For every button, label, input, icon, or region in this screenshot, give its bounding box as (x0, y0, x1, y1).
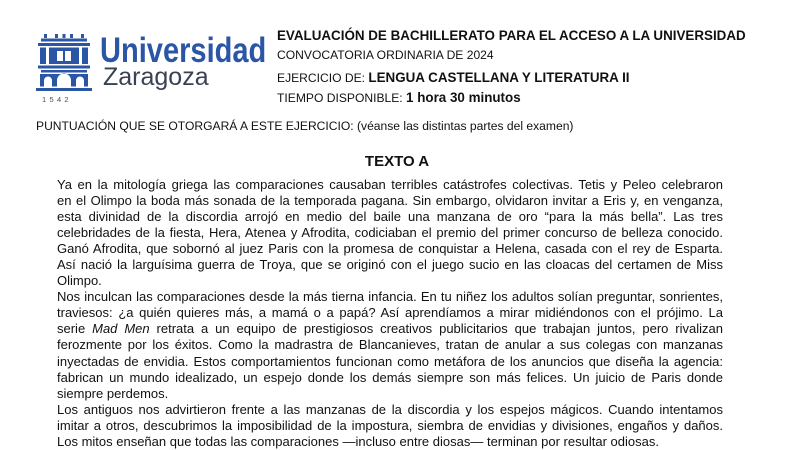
paragraph (57, 402, 723, 450)
text-line: Ganó Afrodita, que sobornó al juez Paris con la promesa de conquistar a Helena, casada con el rey de Esparta. (57, 241, 723, 257)
exam-call: CONVOCATORIA ORDINARIA DE 2024 (277, 48, 494, 62)
founding-year: 1542 (42, 95, 72, 104)
text-line: Ya en la mitología griega las comparaciones causaban terribles catástrofes colectivas. Tetis y Peleo celebraron (57, 177, 723, 192)
text-body (57, 177, 723, 450)
subject-label: EJERCICIO DE: (277, 71, 366, 85)
logo-name-universidad: Universidad (100, 31, 267, 70)
text-line: Olimpo. (57, 273, 102, 289)
text-line: siempre perdemos. (57, 385, 169, 401)
text-segment: retrata a un equipo de prestigiosos creativos publicitarios que trabajan juntos, pero rivalizan (149, 321, 723, 337)
text-heading: TEXTO A (364, 153, 430, 170)
text-line: fabrican un mundo idealizado, un espejo donde los demás siempre son más felices. Un juicio de Paris donde (57, 369, 723, 385)
text-line: Nos inculcan las comparaciones desde la más tierna infancia. En tu niñez los adultos solían preguntar, sonrientes, (57, 289, 723, 305)
text-line: Los antiguos nos advirtieron frente a las manzanas de la discordia y los espejos mágicos. Cuando intentamos (57, 401, 723, 417)
paragraph (57, 289, 723, 401)
work-title: Mad Men (92, 321, 150, 337)
university-emblem-icon (36, 34, 92, 92)
time-label: TIEMPO DISPONIBLE: (277, 91, 403, 105)
exam-title: EVALUACIÓN DE BACHILLERATO PARA EL ACCESO A LA UNIVERSIDAD (277, 28, 746, 43)
text-line: Así nació la larguísima guerra de Troya, que se originó con el juego sucio en las cloacas del certamen de Miss (57, 257, 723, 273)
time-line (277, 90, 521, 106)
subject-name: LENGUA CASTELLANA Y LITERATURA II (368, 70, 630, 85)
text-line: ferozmente por los éxitos. Como la madrastra de Blancanieves, tratan de anular a sus colegas con manzanas (57, 337, 723, 353)
text-segment: serie (57, 321, 93, 337)
logo-name-zaragoza: Zaragoza (103, 63, 209, 91)
text-line: Los mitos enseñan que todas las comparaciones —incluso entre diosas— terminan por resultar odiosas. (57, 433, 659, 449)
text-line: imitar a otros, descubrimos la imposibilidad de la impostura, siembra de envidias y divisiones, engaños y daños. (57, 417, 723, 433)
time-value: 1 hora 30 minutos (406, 90, 521, 105)
paragraph (57, 177, 723, 289)
text-line: en el Olimpo la boda más sonada de la temporada pagana. Sin embargo, olvidaron invitar a Eris y, en venganza, (57, 193, 723, 209)
scoring-note: PUNTUACIÓN QUE SE OTORGARÁ A ESTE EJERCICIO: (véanse las distintas partes del examen) (36, 119, 574, 133)
text-line (57, 321, 723, 337)
subject-line (277, 70, 630, 86)
text-line: traviesos: ¿a quién quieres más, a mamá o a papá? Así aprendíamos a mirar midiéndonos con el prójimo. La (57, 305, 723, 321)
text-line: celebridades de la fiesta, Hera, Atenea y Afrodita, codiciaban el premio del primer concurso de belleza conocido. (57, 225, 723, 241)
text-line: inyectadas de envidia. Estos comportamientos funcionan como metáfora de los anuncios que diseña la agencia: (57, 353, 723, 369)
text-line: esta divinidad de la discordia arrojó en medio del baile una manzana de oro “para la más bella”. Las tres (57, 209, 723, 225)
